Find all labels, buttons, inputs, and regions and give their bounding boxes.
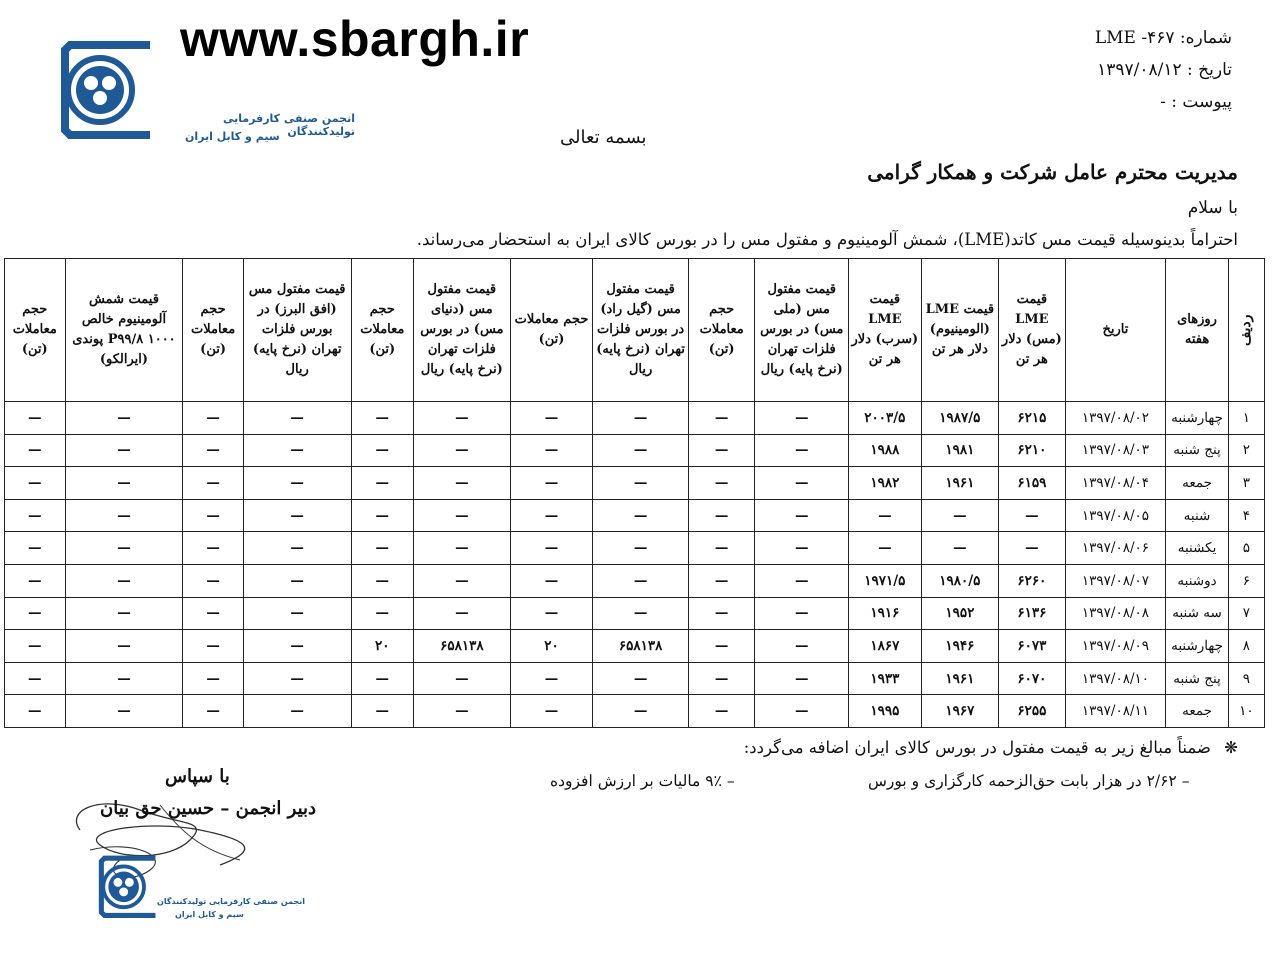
intro-text: احتراماً بدینوسیله قیمت مس کاتد(LME)، شمش آلومینیوم و مفتول مس را در بورس کالای ایران به استحضار می‌رساند. [416, 230, 1238, 249]
table-cell: — [414, 499, 511, 532]
table-cell: پنج شنبه [1166, 434, 1228, 467]
table-cell: — [755, 532, 849, 565]
table-body [5, 402, 1265, 728]
table-cell: ۶۱۵۹ [999, 467, 1065, 500]
table-cell: — [351, 402, 413, 435]
table-cell: ۱۳۹۷/۰۸/۰۴ [1065, 467, 1166, 500]
table-cell: ۲۰۰۳/۵ [849, 402, 922, 435]
column-header: قیمت LME (الومینیوم) دلار هر تن [921, 259, 999, 402]
table-cell: ۹ [1228, 662, 1264, 695]
table-cell: ۱۹۶۷ [921, 695, 999, 728]
column-header: قیمت شمش آلومینیوم خالص P۹۹/۸ ۱۰۰۰ پوندی (ایرالکو) [65, 259, 183, 402]
table-cell: — [593, 695, 689, 728]
table-cell: — [755, 695, 849, 728]
letter-date-value: ۱۳۹۷/۰۸/۱۲ [1097, 60, 1182, 80]
table-cell: — [688, 499, 754, 532]
table-cell: ۲۰ [351, 630, 413, 663]
letter-date [1095, 54, 1232, 86]
greeting: با سلام [1187, 198, 1238, 218]
table-row [5, 467, 1265, 500]
table-cell: — [510, 695, 593, 728]
table-cell: — [593, 499, 689, 532]
table-cell: — [183, 402, 243, 435]
table-cell: ۱۸۶۷ [849, 630, 922, 663]
table-cell: ۱۳۹۷/۰۸/۰۲ [1065, 402, 1166, 435]
table-row [5, 695, 1265, 728]
table-cell: — [5, 597, 66, 630]
footnote-text: ضمناً مبالغ زیر به قیمت مفتول در بورس کالای ایران اضافه می‌گردد: [743, 738, 1211, 757]
logo-text-line1: انجمن صنفی کارفرمایی تولیدکنندگان [222, 112, 355, 138]
table-row [5, 662, 1265, 695]
table-cell: یکشنبه [1166, 532, 1228, 565]
table-cell: ۶۲۱۰ [999, 434, 1065, 467]
column-header: روزهای هفته [1166, 259, 1228, 402]
table-cell: — [243, 564, 351, 597]
letter-number-label: شماره: [1179, 28, 1232, 48]
table-cell: ۱۳۹۷/۰۸/۰۳ [1065, 434, 1166, 467]
table-cell: — [414, 434, 511, 467]
table-cell: ۵ [1228, 532, 1264, 565]
table-cell: — [243, 597, 351, 630]
table-cell: — [183, 434, 243, 467]
association-logo [55, 40, 355, 150]
table-header-row [5, 259, 1265, 402]
table-cell: — [921, 532, 999, 565]
table-cell: — [755, 499, 849, 532]
table-cell: — [5, 402, 66, 435]
table-cell: — [414, 662, 511, 695]
table-cell: — [5, 467, 66, 500]
table-cell: ۱۳۹۷/۰۸/۰۸ [1065, 597, 1166, 630]
table-cell: ۱۳۹۷/۰۸/۰۹ [1065, 630, 1166, 663]
table-cell: — [5, 434, 66, 467]
table-cell: ۶۵۸۱۳۸ [593, 630, 689, 663]
table-cell: ۱۹۶۱ [921, 662, 999, 695]
table-cell: ۶۲۱۵ [999, 402, 1065, 435]
table-row [5, 499, 1265, 532]
table-cell: — [243, 630, 351, 663]
table-cell: — [688, 402, 754, 435]
table-cell: — [414, 402, 511, 435]
table-cell: — [688, 434, 754, 467]
table-cell: ۴ [1228, 499, 1264, 532]
table-cell: — [593, 597, 689, 630]
table-cell: ۱۹۵۲ [921, 597, 999, 630]
table-cell: — [755, 467, 849, 500]
table-cell: — [351, 564, 413, 597]
table-cell: — [65, 467, 183, 500]
table-cell: ۱۹۳۳ [849, 662, 922, 695]
table-row [5, 630, 1265, 663]
table-row [5, 564, 1265, 597]
column-header: قیمت مفتول مس (ملی مس) در بورس فلزات تهران (نرخ پایه) ریال [755, 259, 849, 402]
table-cell: — [65, 499, 183, 532]
letter-number-value: ۴۶۷- LME [1094, 28, 1175, 48]
table-cell: — [593, 532, 689, 565]
table-cell: — [414, 467, 511, 500]
table-cell: ۱۹۱۶ [849, 597, 922, 630]
column-header: قیمت LME (سرب) دلار هر تن [849, 259, 922, 402]
table-cell: ۱۳۹۷/۰۸/۱۰ [1065, 662, 1166, 695]
table-cell: ۱۳۹۷/۰۸/۰۷ [1065, 564, 1166, 597]
table-cell: — [183, 662, 243, 695]
letter-attachment [1095, 86, 1232, 118]
table-cell: ۶۰۷۰ [999, 662, 1065, 695]
table-cell: — [688, 630, 754, 663]
closing-thanks: با سپاس [165, 766, 230, 787]
table-cell: — [755, 402, 849, 435]
table-cell: ۳ [1228, 467, 1264, 500]
table-cell: ۱۹۹۵ [849, 695, 922, 728]
table-cell: — [351, 434, 413, 467]
table-cell: ۱۹۴۶ [921, 630, 999, 663]
table-cell: — [849, 499, 922, 532]
table-row [5, 597, 1265, 630]
column-header: تاریخ [1065, 259, 1166, 402]
table-cell: — [65, 662, 183, 695]
stamp-text-line1: انجمن صنفی کارفرمایی تولیدکنندگان [157, 897, 306, 906]
table-cell: — [5, 532, 66, 565]
footnote [744, 738, 1238, 757]
table-cell: ۶۲۵۵ [999, 695, 1065, 728]
price-table [4, 258, 1265, 728]
table-cell: — [183, 597, 243, 630]
table-cell: ۶۰۷۳ [999, 630, 1065, 663]
letter-attachment-label: پیوست : [1171, 92, 1232, 112]
table-cell: — [849, 532, 922, 565]
column-header: ردیف [1228, 259, 1264, 402]
table-cell: ۱۹۸۰/۵ [921, 564, 999, 597]
table-cell: ۱۳۹۷/۰۸/۰۵ [1065, 499, 1166, 532]
table-cell: — [510, 597, 593, 630]
stamp-text-line2: سیم و کابل ایران [175, 910, 244, 919]
table-cell: — [593, 662, 689, 695]
column-header: حجم معاملات (تن) [183, 259, 243, 402]
fee-vat: – ۹٪ مالیات بر ارزش افزوده [550, 772, 735, 790]
table-cell: — [688, 597, 754, 630]
table-cell: — [510, 532, 593, 565]
table-cell: چهارشنبه [1166, 630, 1228, 663]
column-header: حجم معاملات (تن) [351, 259, 413, 402]
table-cell: — [510, 467, 593, 500]
table-cell: ۱۳۹۷/۰۸/۱۱ [1065, 695, 1166, 728]
table-cell: — [688, 532, 754, 565]
column-header: قیمت LME (مس) دلار هر تن [999, 259, 1065, 402]
table-cell: — [414, 532, 511, 565]
table-cell: چهارشنبه [1166, 402, 1228, 435]
table-cell: — [593, 564, 689, 597]
table-cell: — [688, 662, 754, 695]
table-cell: — [183, 630, 243, 663]
column-header: حجم معاملات (تن) [510, 259, 593, 402]
table-cell: ۶ [1228, 564, 1264, 597]
logo-emblem-icon [95, 855, 165, 925]
column-header: قیمت مفتول مس (گیل راد) در بورس فلزات تهران (نرخ پایه) ریال [593, 259, 689, 402]
table-cell: ۷ [1228, 597, 1264, 630]
table-cell: — [183, 532, 243, 565]
table-cell: ۶۱۳۶ [999, 597, 1065, 630]
table-cell: — [351, 532, 413, 565]
table-cell: سه شنبه [1166, 597, 1228, 630]
table-cell: — [243, 402, 351, 435]
table-cell: ۱۹۸۸ [849, 434, 922, 467]
table-cell: — [755, 662, 849, 695]
table-cell: — [755, 630, 849, 663]
table-cell: — [351, 597, 413, 630]
addressee: مدیریت محترم عامل شرکت و همکار گرامی [867, 160, 1238, 184]
letter-attachment-value: - [1160, 92, 1166, 112]
table-cell: — [414, 695, 511, 728]
table-cell: پنج شنبه [1166, 662, 1228, 695]
table-cell: — [65, 434, 183, 467]
table-cell: ۶۵۸۱۳۸ [414, 630, 511, 663]
table-cell: ۲۰ [510, 630, 593, 663]
signer-name: دبیر انجمن – حسین حق بیان [100, 798, 317, 819]
table-cell: ۱۹۸۷/۵ [921, 402, 999, 435]
table-cell: — [65, 564, 183, 597]
table-cell: — [243, 499, 351, 532]
table-cell: ۸ [1228, 630, 1264, 663]
table-cell: — [999, 532, 1065, 565]
column-header: قیمت مفتول مس (دنیای مس) در بورس فلزات تهران (نرخ پایه) ریال [414, 259, 511, 402]
table-cell: — [5, 695, 66, 728]
letter-meta [1095, 22, 1232, 118]
table-cell: — [5, 499, 66, 532]
asterism-icon: ❋ [1224, 738, 1238, 757]
table-cell: — [65, 402, 183, 435]
table-cell: — [510, 402, 593, 435]
table-cell: جمعه [1166, 467, 1228, 500]
table-cell: ۱۹۸۲ [849, 467, 922, 500]
association-logo-stamp [95, 855, 306, 930]
table-cell: — [351, 499, 413, 532]
table-cell: — [593, 434, 689, 467]
table-cell: — [688, 467, 754, 500]
table-cell: — [510, 564, 593, 597]
table-cell: — [183, 467, 243, 500]
table-row [5, 434, 1265, 467]
table-cell: — [65, 597, 183, 630]
logo-text-line2: سیم و کابل ایران [185, 130, 280, 143]
table-cell: — [688, 695, 754, 728]
table-cell: — [593, 467, 689, 500]
table-cell: — [414, 597, 511, 630]
table-row [5, 532, 1265, 565]
bismillah: بسمه تعالی [560, 127, 647, 148]
table-cell: — [755, 564, 849, 597]
table-cell: — [510, 434, 593, 467]
table-cell: — [921, 499, 999, 532]
table-cell: — [183, 695, 243, 728]
table-cell: — [243, 467, 351, 500]
table-cell: — [183, 499, 243, 532]
table-cell: — [243, 532, 351, 565]
table-cell: — [243, 662, 351, 695]
table-cell: — [593, 402, 689, 435]
table-cell: — [510, 499, 593, 532]
column-header: حجم معاملات (تن) [688, 259, 754, 402]
table-cell: — [5, 564, 66, 597]
table-cell: — [65, 532, 183, 565]
table-cell: — [243, 695, 351, 728]
table-cell: — [414, 564, 511, 597]
table-cell: ۱۹۶۱ [921, 467, 999, 500]
website-banner: www.sbargh.ir [180, 11, 530, 67]
letter-number [1095, 22, 1232, 54]
table-cell: ۱ [1228, 402, 1264, 435]
table-cell: — [510, 662, 593, 695]
table-cell: — [65, 695, 183, 728]
column-header: حجم معاملات (تن) [5, 259, 66, 402]
table-cell: — [5, 662, 66, 695]
table-cell: ۱۹۷۱/۵ [849, 564, 922, 597]
letter-date-label: تاریخ : [1187, 60, 1232, 80]
column-header: قیمت مفتول مس (افق البرز) در بورس فلزات تهران (نرخ پایه) ریال [243, 259, 351, 402]
table-cell: ۱۳۹۷/۰۸/۰۶ [1065, 532, 1166, 565]
table-cell: — [755, 434, 849, 467]
table-cell: — [351, 695, 413, 728]
table-cell: ۱۰ [1228, 695, 1264, 728]
table-cell: — [999, 499, 1065, 532]
table-cell: دوشنبه [1166, 564, 1228, 597]
table-row [5, 402, 1265, 435]
table-cell: ۶۲۶۰ [999, 564, 1065, 597]
table-cell: — [243, 434, 351, 467]
table-cell: — [351, 662, 413, 695]
table-cell: — [183, 564, 243, 597]
table-cell: — [5, 630, 66, 663]
table-cell: — [65, 630, 183, 663]
table-cell: ۲ [1228, 434, 1264, 467]
table-cell: — [351, 467, 413, 500]
fee-brokerage: – ۲/۶۲ در هزار بابت حق‌الزحمه کارگزاری و بورس [868, 772, 1190, 790]
table-cell: — [688, 564, 754, 597]
table-cell: شنبه [1166, 499, 1228, 532]
table-cell: ۱۹۸۱ [921, 434, 999, 467]
table-cell: جمعه [1166, 695, 1228, 728]
table-cell: — [755, 597, 849, 630]
